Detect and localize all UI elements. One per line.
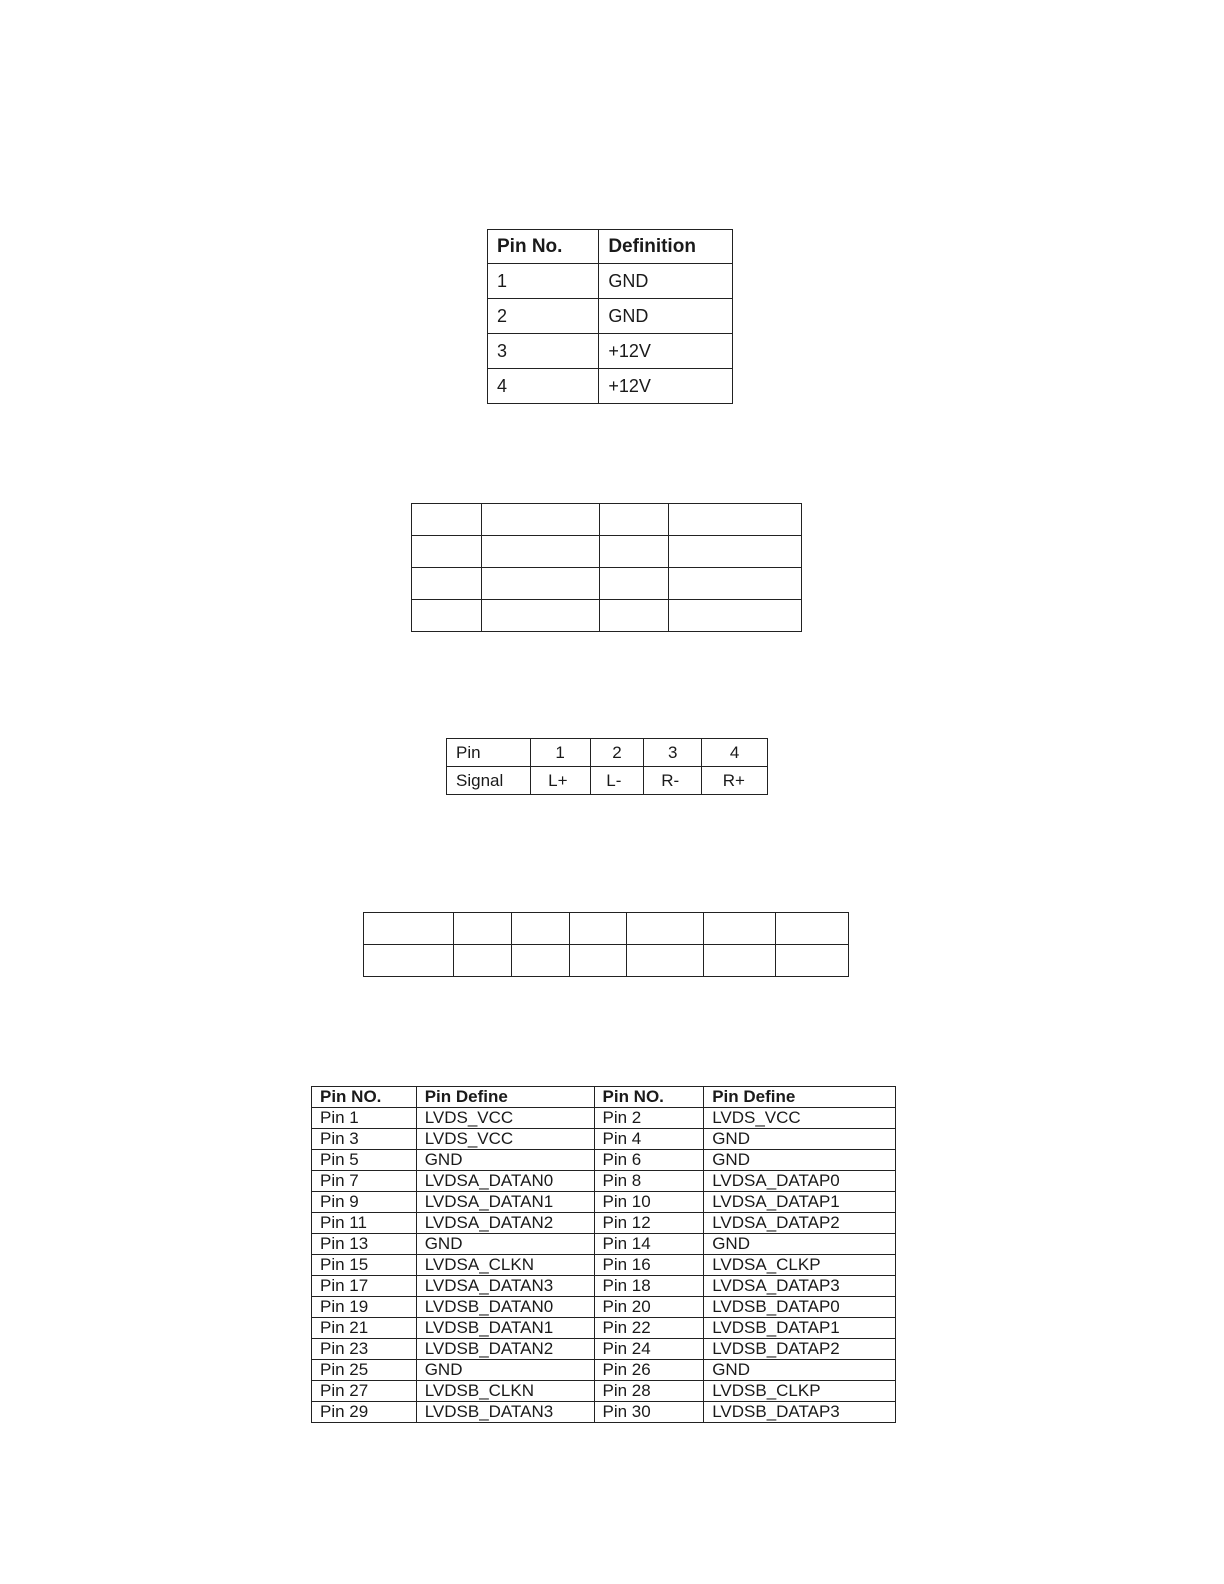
pin-define-cell: LVDSA_DATAN2 [416, 1213, 594, 1234]
empty-cell [511, 945, 569, 977]
table-row [312, 1171, 896, 1192]
pin-number-cell: 1 [530, 739, 590, 767]
table-row [312, 1297, 896, 1318]
empty-cell [669, 600, 802, 632]
pin-number-cell: Pin 27 [312, 1381, 417, 1402]
pin-number-cell: 4 [488, 369, 599, 404]
pin-number-cell: Pin 5 [312, 1150, 417, 1171]
table-row [412, 504, 802, 536]
pin-define-cell: LVDSA_DATAN3 [416, 1276, 594, 1297]
table-header-row [312, 1087, 896, 1108]
pin-number-cell: Pin 6 [594, 1150, 704, 1171]
table-row [312, 1339, 896, 1360]
signal-cell: R+ [702, 767, 768, 795]
table-row [312, 1381, 896, 1402]
empty-cell [453, 945, 511, 977]
empty-cell [481, 536, 599, 568]
table-row [312, 1150, 896, 1171]
pin-number-cell: Pin 7 [312, 1171, 417, 1192]
pin-define-cell: LVDSA_DATAP1 [704, 1192, 896, 1213]
pin-number-cell: Pin 24 [594, 1339, 704, 1360]
empty-cell [453, 913, 511, 945]
pin-number-cell: Pin 20 [594, 1297, 704, 1318]
header-pin-define: Pin Define [416, 1087, 594, 1108]
pin-number-cell: Pin 2 [594, 1108, 704, 1129]
pin-number-cell: Pin 30 [594, 1402, 704, 1423]
pin-number-cell: Pin 1 [312, 1108, 417, 1129]
table-row [412, 568, 802, 600]
header-definition: Definition [599, 230, 733, 264]
pin-number-cell: 3 [488, 334, 599, 369]
empty-cell [364, 945, 454, 977]
empty-cell [412, 504, 482, 536]
empty-cell [569, 945, 627, 977]
empty-cell [599, 600, 669, 632]
header-pin-no: Pin NO. [594, 1087, 704, 1108]
pin-define-cell: LVDSA_DATAP3 [704, 1276, 896, 1297]
table-row [312, 1276, 896, 1297]
empty-cell [599, 504, 669, 536]
empty-cell [627, 945, 704, 977]
pin-define-cell: LVDSA_DATAN0 [416, 1171, 594, 1192]
pin-define-cell: LVDSA_CLKP [704, 1255, 896, 1276]
pin-number-cell: Pin 29 [312, 1402, 417, 1423]
pin-number-cell: 3 [644, 739, 702, 767]
empty-cell [776, 913, 849, 945]
table-row [488, 369, 733, 404]
empty-cell [669, 504, 802, 536]
empty-cell [704, 913, 776, 945]
header-pin-define: Pin Define [704, 1087, 896, 1108]
pin-define-cell: LVDSA_DATAP0 [704, 1171, 896, 1192]
pin-number-cell: Pin 23 [312, 1339, 417, 1360]
header-pin-no: Pin NO. [312, 1087, 417, 1108]
pin-number-cell: Pin 11 [312, 1213, 417, 1234]
pin-define-cell: LVDSB_DATAP1 [704, 1318, 896, 1339]
empty-cell [704, 945, 776, 977]
pin-number-cell: Pin 15 [312, 1255, 417, 1276]
table-row [312, 1255, 896, 1276]
pin-define-cell: LVDSB_DATAN1 [416, 1318, 594, 1339]
pin-define-cell: LVDSA_CLKN [416, 1255, 594, 1276]
table-row [364, 945, 849, 977]
pin-number-cell: Pin 3 [312, 1129, 417, 1150]
table-row [312, 1402, 896, 1423]
table-row [312, 1129, 896, 1150]
table-row [488, 334, 733, 369]
empty-cell [481, 600, 599, 632]
empty-cell [569, 913, 627, 945]
pin-define-cell: LVDSB_DATAN0 [416, 1297, 594, 1318]
pin-definition-cell: +12V [599, 334, 733, 369]
empty-cell [412, 536, 482, 568]
pin-define-cell: GND [416, 1234, 594, 1255]
pin-number-cell: Pin 9 [312, 1192, 417, 1213]
pin-number-cell: Pin 28 [594, 1381, 704, 1402]
empty-cell [776, 945, 849, 977]
pin-number-cell: Pin 19 [312, 1297, 417, 1318]
empty-cell [364, 913, 454, 945]
pin-row [447, 739, 768, 767]
empty-cell [627, 913, 704, 945]
empty-cell [599, 536, 669, 568]
pin-number-cell: Pin 8 [594, 1171, 704, 1192]
pin-number-cell: Pin 22 [594, 1318, 704, 1339]
pin-definition-cell: +12V [599, 369, 733, 404]
pin-number-cell: 2 [590, 739, 644, 767]
table-row [488, 264, 733, 299]
pin-define-cell: LVDSB_DATAP2 [704, 1339, 896, 1360]
pin-number-cell: Pin 14 [594, 1234, 704, 1255]
empty-cell [599, 568, 669, 600]
empty-cell [481, 568, 599, 600]
pin-define-cell: LVDS_VCC [416, 1108, 594, 1129]
table-row [312, 1213, 896, 1234]
pin-define-cell: GND [704, 1234, 896, 1255]
empty-cell [511, 913, 569, 945]
pin-number-cell: Pin 10 [594, 1192, 704, 1213]
pin-number-cell: 2 [488, 299, 599, 334]
pin-number-cell: Pin 25 [312, 1360, 417, 1381]
pin-define-cell: LVDS_VCC [704, 1108, 896, 1129]
pin-define-cell: LVDSB_DATAP0 [704, 1297, 896, 1318]
pin-define-cell: LVDSB_DATAP3 [704, 1402, 896, 1423]
empty-cell [412, 600, 482, 632]
pin-definition-cell: GND [599, 299, 733, 334]
empty-grid-table-2 [363, 912, 849, 977]
table-row [412, 536, 802, 568]
signal-cell: L- [590, 767, 644, 795]
pin-number-cell: Pin 12 [594, 1213, 704, 1234]
table-row [364, 913, 849, 945]
empty-cell [412, 568, 482, 600]
empty-grid-table-1 [411, 503, 802, 632]
pin-number-cell: Pin 16 [594, 1255, 704, 1276]
signal-cell: L+ [530, 767, 590, 795]
pin-define-cell: LVDSA_DATAN1 [416, 1192, 594, 1213]
pin-define-cell: LVDSB_DATAN3 [416, 1402, 594, 1423]
pin-number-cell: Pin 4 [594, 1129, 704, 1150]
table-header-row [488, 230, 733, 264]
pin-number-cell: Pin 17 [312, 1276, 417, 1297]
pin-define-cell: GND [416, 1360, 594, 1381]
pin-definition-cell: GND [599, 264, 733, 299]
pin-define-cell: LVDSA_DATAP2 [704, 1213, 896, 1234]
pin-number-cell: Pin 13 [312, 1234, 417, 1255]
table-row [312, 1234, 896, 1255]
pin-define-cell: GND [704, 1150, 896, 1171]
table-row [312, 1192, 896, 1213]
empty-cell [669, 568, 802, 600]
pin-number-cell: 1 [488, 264, 599, 299]
table-row [412, 600, 802, 632]
pin-number-cell: Pin 18 [594, 1276, 704, 1297]
pin-define-cell: GND [416, 1150, 594, 1171]
table-row [312, 1108, 896, 1129]
table-row [312, 1318, 896, 1339]
pin-define-cell: GND [704, 1360, 896, 1381]
empty-cell [669, 536, 802, 568]
pin-row-label: Pin [447, 739, 531, 767]
pin-define-cell: GND [704, 1129, 896, 1150]
pin-number-cell: Pin 21 [312, 1318, 417, 1339]
header-pin-no: Pin No. [488, 230, 599, 264]
signal-cell: R- [644, 767, 702, 795]
speaker-pin-table [446, 738, 768, 795]
signal-row-label: Signal [447, 767, 531, 795]
table-row [312, 1360, 896, 1381]
pin-define-cell: LVDSB_DATAN2 [416, 1339, 594, 1360]
pin-define-cell: LVDS_VCC [416, 1129, 594, 1150]
signal-row [447, 767, 768, 795]
table-row [488, 299, 733, 334]
pin-define-cell: LVDSB_CLKN [416, 1381, 594, 1402]
lvds-pin-table [311, 1086, 896, 1423]
pin-define-cell: LVDSB_CLKP [704, 1381, 896, 1402]
pin-number-cell: 4 [702, 739, 768, 767]
pin-number-cell: Pin 26 [594, 1360, 704, 1381]
empty-cell [481, 504, 599, 536]
power-pin-table [487, 229, 733, 404]
